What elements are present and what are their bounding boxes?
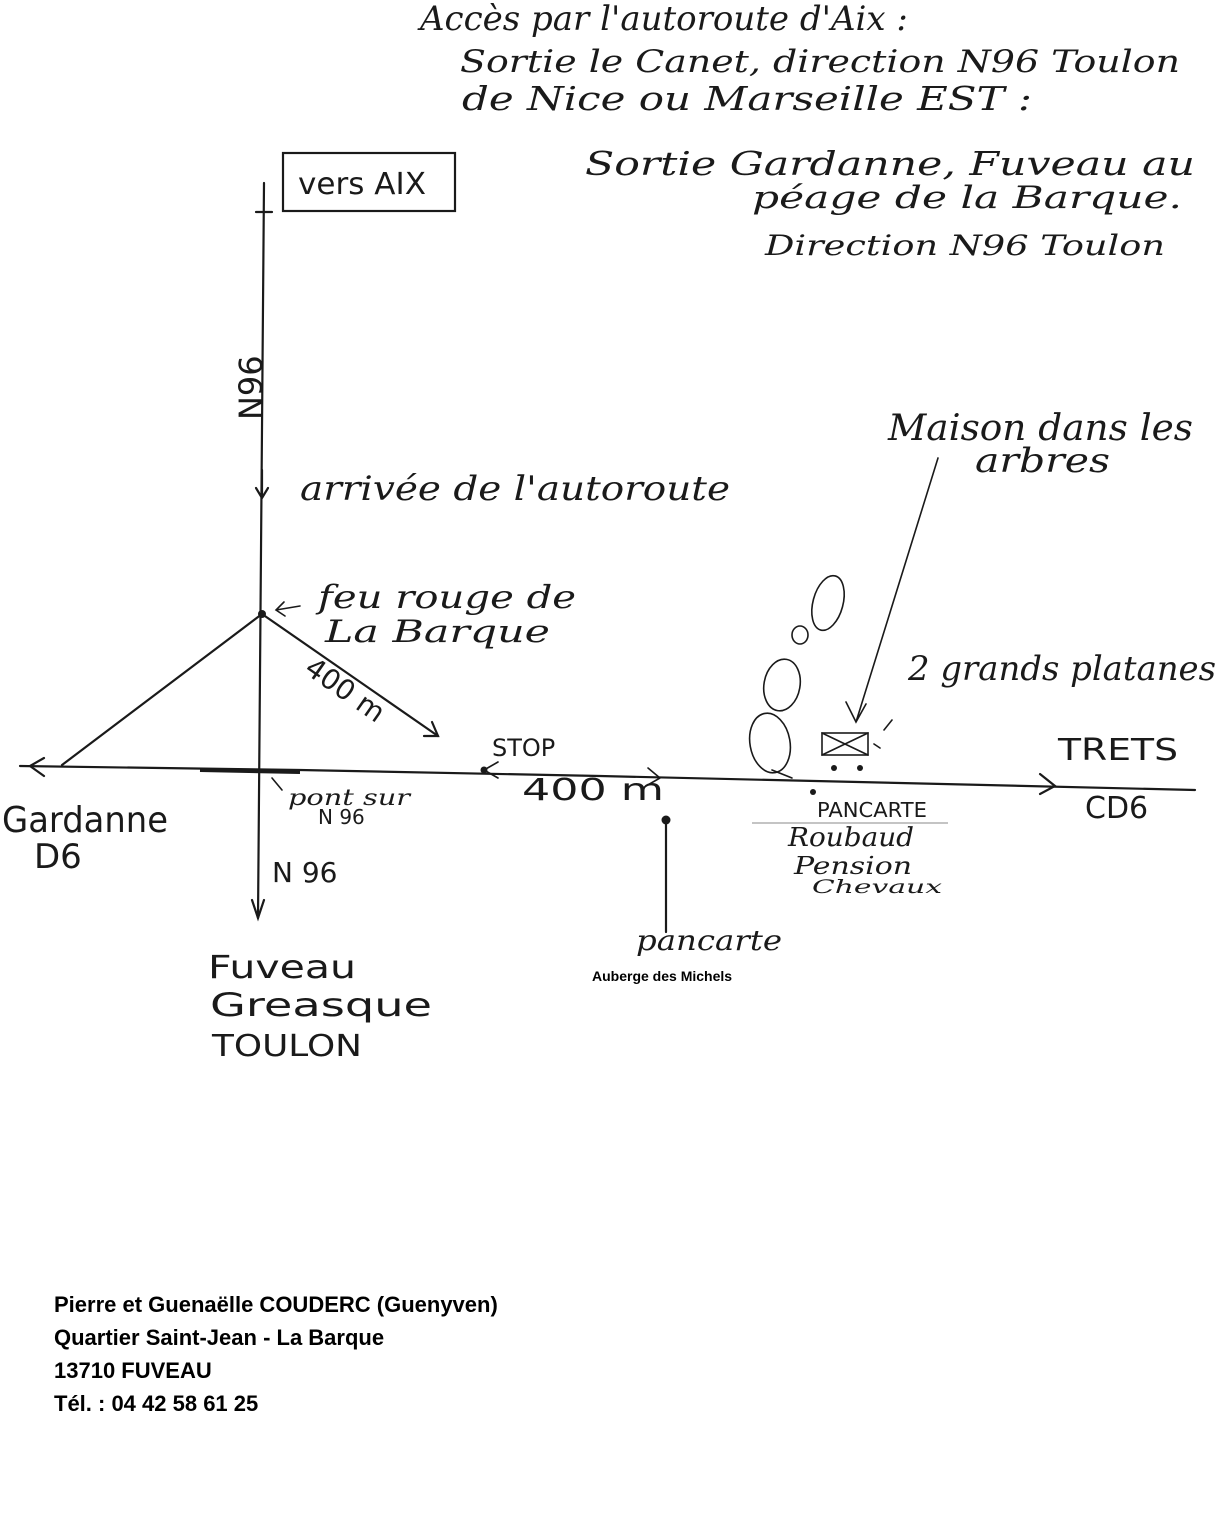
stop-label: STOP	[492, 734, 556, 762]
contact-name: Pierre et Guenaëlle COUDERC (Guenyven)	[54, 1292, 498, 1317]
pont-arrow	[272, 778, 282, 790]
n96-south-label: N 96	[272, 856, 338, 889]
pension-label: Pension	[792, 852, 912, 880]
platanes-label: 2 grands platanes	[907, 649, 1216, 689]
arrivee-label: arrivée de l'autoroute	[300, 469, 730, 509]
pont-sur-label: pont sur	[288, 786, 412, 811]
directions-est-line2: Sortie Gardanne, Fuveau au	[585, 144, 1195, 183]
gardanne-label: Gardanne	[2, 800, 168, 841]
feu-rouge-label-2: La Barque	[323, 614, 550, 650]
directions-est-line3: péage de la Barque.	[752, 180, 1182, 216]
pont-n96-label: N 96	[318, 805, 365, 829]
chevaux-label: Chevaux	[812, 876, 943, 898]
n96-vertical-label: N96	[232, 355, 270, 420]
greasque-label: Greasque	[210, 986, 432, 1024]
distance-400m-label: 400 m	[522, 773, 664, 808]
arrivee-arrow	[256, 470, 268, 498]
cd6-label: CD6	[1085, 791, 1149, 826]
tree-arrow	[772, 770, 792, 778]
house-dot-1	[831, 765, 837, 771]
cd6-east-arrow	[1040, 774, 1055, 794]
contact-address: Quartier Saint-Jean - La Barque	[54, 1325, 385, 1350]
tree-2	[792, 626, 808, 644]
directions-est-line1: de Nice ou Marseille EST :	[462, 79, 1032, 118]
maison-label-1: Maison dans les	[886, 408, 1193, 449]
auberge-label: Auberge des Michels	[592, 968, 733, 984]
feu-rouge-arrow	[276, 602, 300, 616]
house-dot-2	[857, 765, 863, 771]
d6-label: D6	[34, 837, 82, 877]
directions-aix-line1: Accès par l'autoroute d'Aix :	[420, 0, 908, 39]
fuveau-label: Fuveau	[208, 948, 356, 986]
vers-aix-label: vers AIX	[298, 167, 426, 202]
pancarte-label: pancarte	[636, 924, 782, 957]
directions-aix-line2: Sortie le Canet, direction N96 Toulon	[460, 44, 1180, 80]
toulon-label: TOULON	[210, 1029, 362, 1064]
pancarte-roubaud-dot	[810, 789, 816, 795]
maison-label-2: arbres	[975, 441, 1110, 481]
tree-4	[745, 710, 795, 776]
feu-rouge-label-1: feu rouge de	[315, 578, 576, 616]
road-to-gardanne	[62, 614, 262, 765]
contact-block	[54, 1288, 498, 1420]
distance-diagonal-label: 400 m	[298, 650, 392, 730]
house-cross	[822, 733, 868, 755]
tree-1	[806, 572, 849, 634]
roubaud-label: Roubaud	[786, 823, 914, 853]
contact-phone: Tél. : 04 42 58 61 25	[54, 1391, 259, 1416]
pont-sur-n96-mark	[200, 770, 300, 772]
tree-3	[760, 656, 804, 713]
house-pointer	[874, 720, 892, 748]
contact-city: 13710 FUVEAU	[54, 1358, 212, 1383]
directions-est-line4: Direction N96 Toulon	[763, 229, 1165, 262]
pancarte-caps-label: PANCARTE	[817, 798, 927, 822]
trets-label: TRETS	[1056, 733, 1178, 768]
n96-road	[258, 183, 264, 918]
